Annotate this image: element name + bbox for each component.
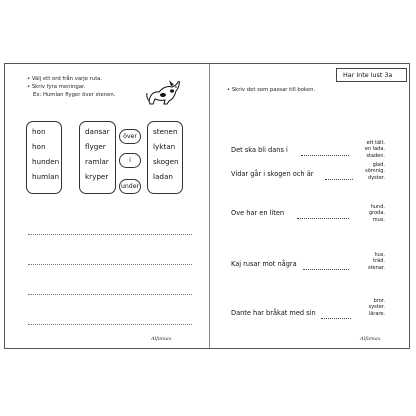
answer-line[interactable] [321, 318, 351, 319]
option: syster. [368, 304, 385, 311]
option: glad. [372, 162, 385, 168]
word-option: flyger [85, 142, 106, 151]
word-option: hon [32, 142, 46, 151]
bullet-icon: • [27, 84, 32, 90]
writing-line[interactable] [28, 294, 192, 295]
answer-options [347, 252, 385, 271]
option: ett tält. [366, 140, 385, 146]
sentence-1: Det ska bli dans i [231, 146, 288, 154]
dog-illustration-icon [145, 77, 181, 107]
answer-line[interactable] [303, 269, 349, 270]
instruction-line: Skriv det som passar till boken. [231, 87, 316, 93]
word-option: ramlar [85, 157, 109, 166]
writing-line[interactable] [28, 324, 192, 325]
sentence-2: Vidar går i skogen och är [231, 170, 314, 178]
right-instruction [227, 86, 315, 94]
word-box-subjects [26, 121, 62, 194]
preposition-pill: under [119, 179, 141, 194]
option: hus. [374, 252, 385, 258]
word-option: stenen [153, 127, 178, 136]
instruction-line-2: Skriv fyra meningar. [31, 84, 86, 90]
word-option: hunden [32, 157, 60, 166]
preposition-pill: över [119, 129, 141, 144]
option: en lada. [364, 146, 385, 153]
bullet-icon: • [227, 87, 232, 93]
writing-line[interactable] [28, 234, 192, 235]
sentence-3: Ove har en liten [231, 209, 285, 217]
instruction-example: Ex: Humlan flyger över stenen. [33, 92, 116, 98]
word-option: lyktan [153, 142, 176, 151]
answer-options [347, 140, 385, 159]
option: sömnig. [365, 168, 385, 175]
sentence-4: Kaj rusar mot några [231, 260, 297, 268]
option: hund. [370, 204, 385, 210]
preposition-pill: i [119, 153, 141, 168]
instruction-line-1: Välj ett ord från varje ruta. [31, 76, 103, 82]
option: bror. [373, 298, 385, 304]
word-box-places [147, 121, 183, 194]
word-box-verbs [79, 121, 116, 194]
left-instructions [27, 75, 115, 99]
writing-line[interactable] [28, 264, 192, 265]
word-option: dansar [85, 127, 110, 136]
publisher-footer: Alfamax [151, 336, 172, 342]
option: groda. [368, 210, 385, 217]
option: träd. [373, 258, 385, 265]
bullet-icon: • [27, 76, 32, 82]
word-option: skogen [153, 157, 179, 166]
option: stenar. [367, 264, 385, 271]
option: lärare. [368, 310, 385, 317]
answer-line[interactable] [297, 218, 349, 219]
word-option: humlan [32, 172, 60, 181]
word-option: hon [32, 127, 46, 136]
page-title: Har inte lust 3a [336, 68, 407, 82]
worksheet-spread [4, 63, 410, 349]
option: dyster. [368, 174, 385, 181]
answer-options [347, 298, 385, 317]
word-option: ladan [153, 172, 173, 181]
option: staden. [366, 152, 385, 159]
page-divider [209, 64, 210, 348]
publisher-footer: Alfamax [360, 336, 381, 342]
answer-options [347, 204, 385, 223]
option: mus. [372, 216, 385, 223]
word-option: kryper [85, 172, 109, 181]
sentence-5: Dante har bråkat med sin [231, 309, 316, 317]
answer-options [347, 162, 385, 181]
answer-line[interactable] [301, 155, 349, 156]
